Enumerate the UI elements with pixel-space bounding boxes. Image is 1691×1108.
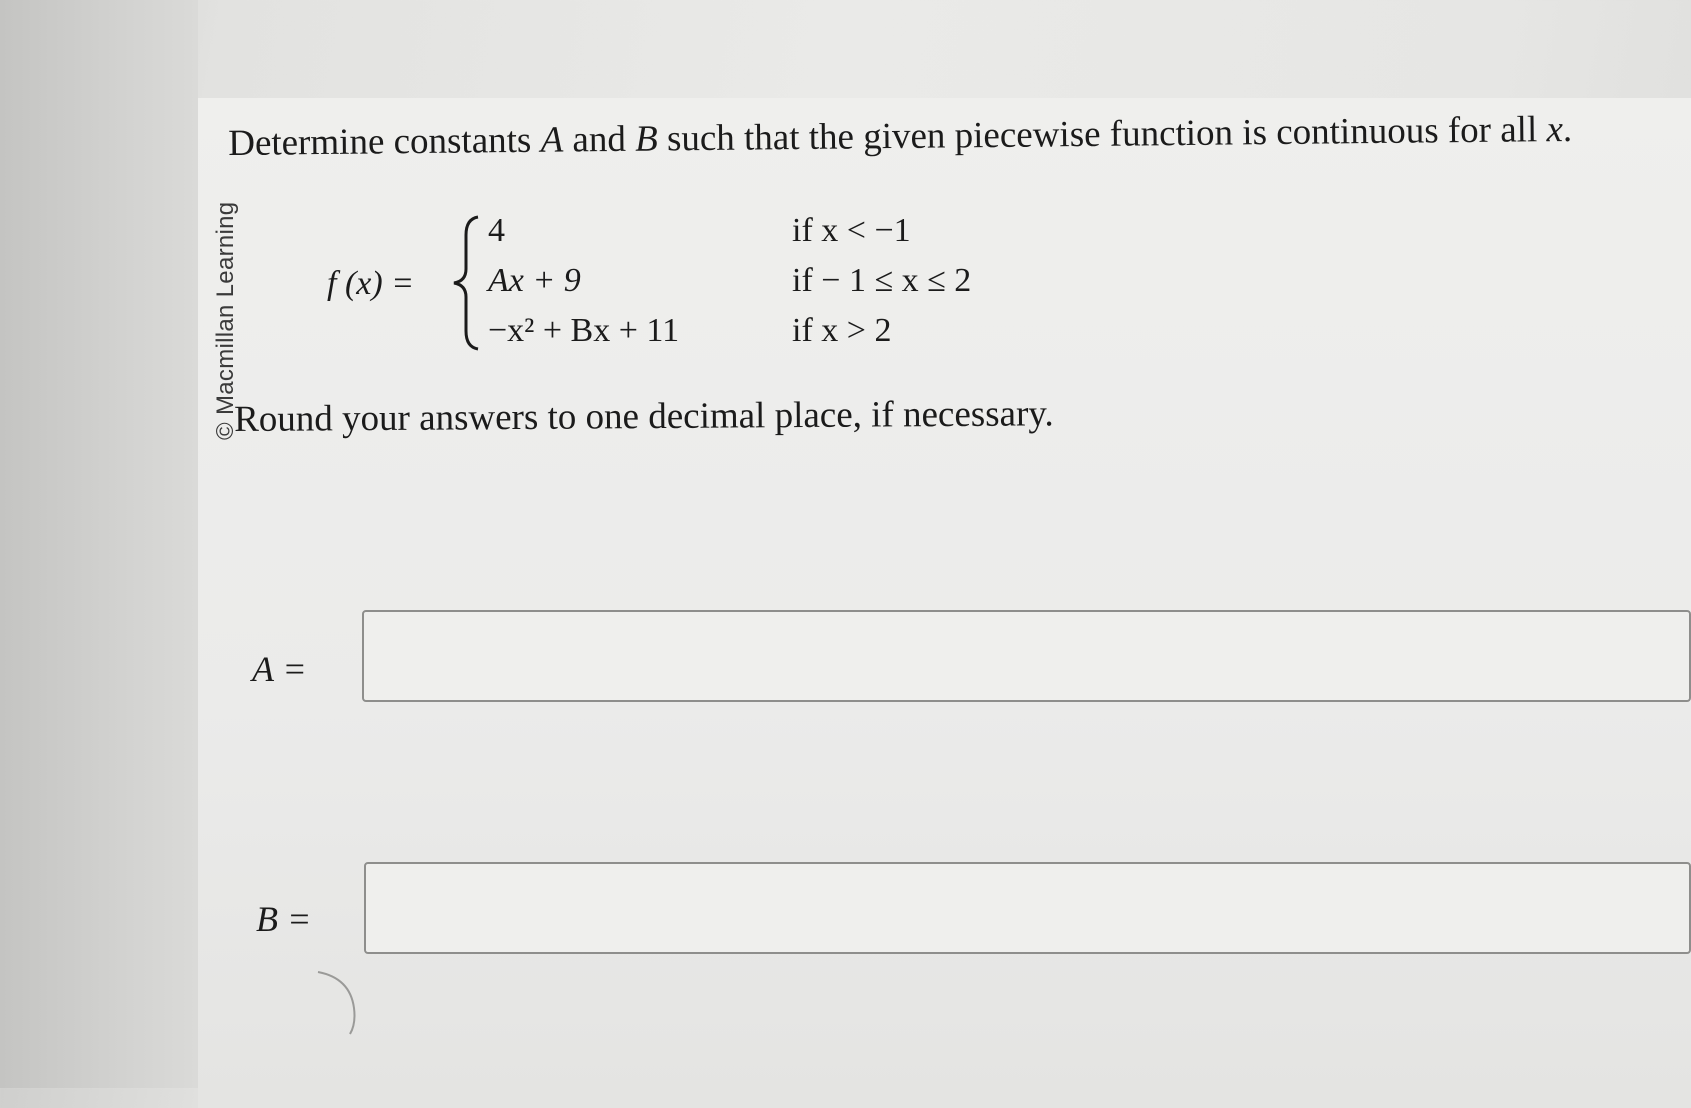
question-var-a: A	[540, 119, 564, 161]
case-2-condition: if − 1 ≤ x ≤ 2	[792, 262, 972, 299]
left-brace-icon	[448, 213, 482, 353]
question-part-4: .	[1562, 108, 1573, 151]
question-part-3: such that the given piecewise function is continuous for all	[657, 109, 1547, 160]
question-panel	[198, 98, 1691, 1108]
background-shadow	[0, 0, 198, 1088]
case-1-condition: if x < −1	[792, 212, 911, 249]
case-3-condition: if x > 2	[792, 312, 892, 349]
answer-a-input[interactable]	[362, 610, 1691, 702]
case-3-expression: −x² + Bx + 11	[488, 312, 680, 349]
question-part-2: and	[562, 118, 636, 161]
question-var-x: x	[1546, 109, 1564, 151]
function-lhs: f (x) =	[327, 265, 415, 302]
answer-b-label: B =	[256, 899, 312, 939]
case-2-expression: Ax + 9	[488, 262, 581, 299]
copyright-watermark: © Macmillan Learning	[212, 201, 239, 440]
case-1-expression: 4	[488, 212, 505, 249]
answer-b-input[interactable]	[364, 862, 1691, 954]
question-var-b: B	[634, 118, 658, 160]
answer-a-label: A =	[252, 649, 307, 689]
rounding-instruction: Round your answers to one decimal place, if necessary.	[234, 393, 1054, 440]
question-part-1: Determine constants	[228, 119, 541, 164]
pen-mark-icon	[310, 968, 360, 1038]
